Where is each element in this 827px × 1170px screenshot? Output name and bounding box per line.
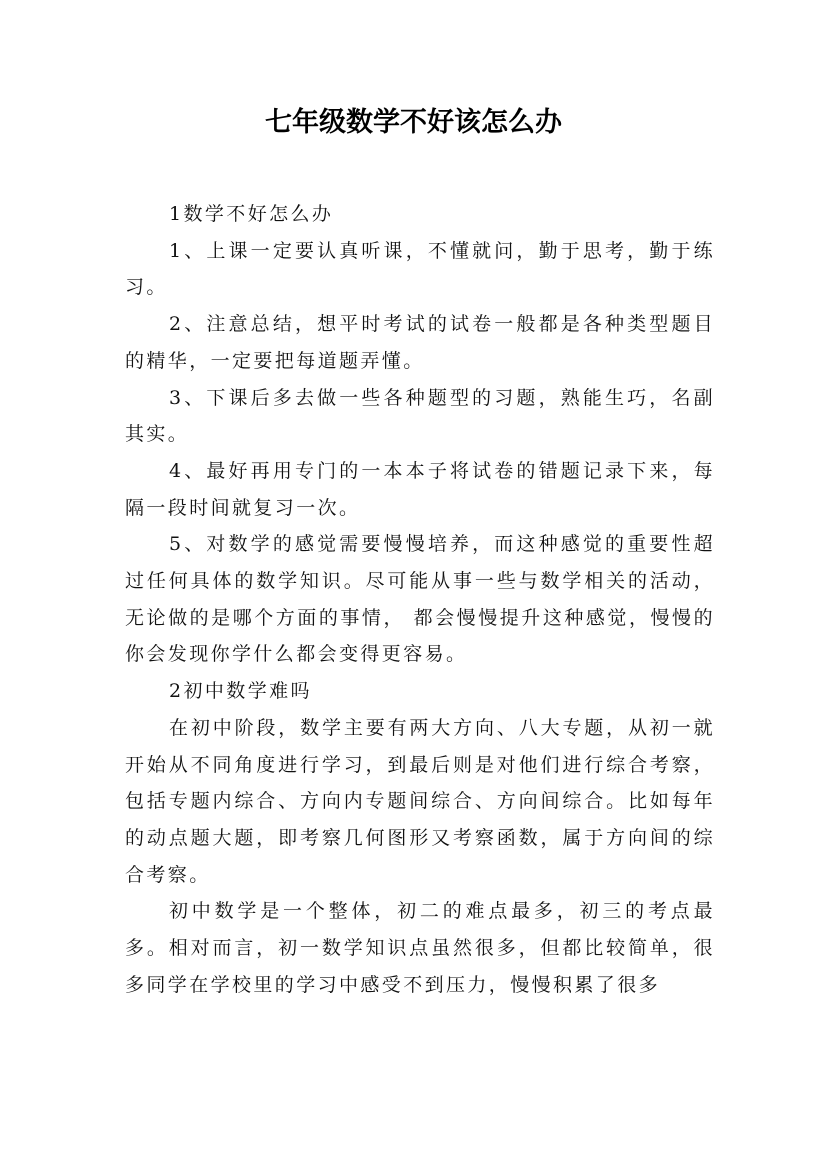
paragraph-tip-3: 3、下课后多去做一些各种题型的习题，熟能生巧，名副其实。 — [125, 386, 715, 446]
document-body — [125, 196, 715, 1003]
section-heading-1: 1数学不好怎么办 — [169, 203, 334, 225]
paragraph-tip-5: 5、对数学的感觉需要慢慢培养，而这种感觉的重要性超过任何具体的数学知识。尽可能从事一些与数学相关的活动，无论做的是哪个方面的事情， 都会慢慢提升这种感觉，慢慢的你会发现你学什么都会变得更容易。 — [125, 533, 715, 666]
paragraph-middle-school-overview: 在初中阶段，数学主要有两大方向、八大专题，从初一就开始从不同角度进行学习，到最后则是对他们进行综合考察，包括专题内综合、方向内专题间综合、方向间综合。比如每年的动点题大题，即考察几何图形又考察函数，属于方向间的综合考察。 — [125, 716, 715, 886]
paragraph-tip-2: 2、注意总结，想平时考试的试卷一般都是各种类型题目的精华，一定要把每道题弄懂。 — [125, 313, 715, 372]
section-heading-2: 2初中数学难吗 — [169, 680, 312, 703]
paragraph-middle-school-whole: 初中数学是一个整体，初二的难点最多，初三的考点最多。相对而言，初一数学知识点虽然很多，但都比较简单，很多同学在学校里的学习中感受不到压力，慢慢积累了很多 — [125, 900, 715, 996]
paragraph-tip-1: 1、上课一定要认真听课，不懂就问，勤于思考，勤于练习。 — [125, 239, 715, 299]
document-title: 七年级数学不好该怎么办 — [265, 107, 562, 138]
paragraph-tip-4: 4、最好再用专门的一本本子将试卷的错题记录下来，每隔一段时间就复习一次。 — [125, 459, 715, 519]
